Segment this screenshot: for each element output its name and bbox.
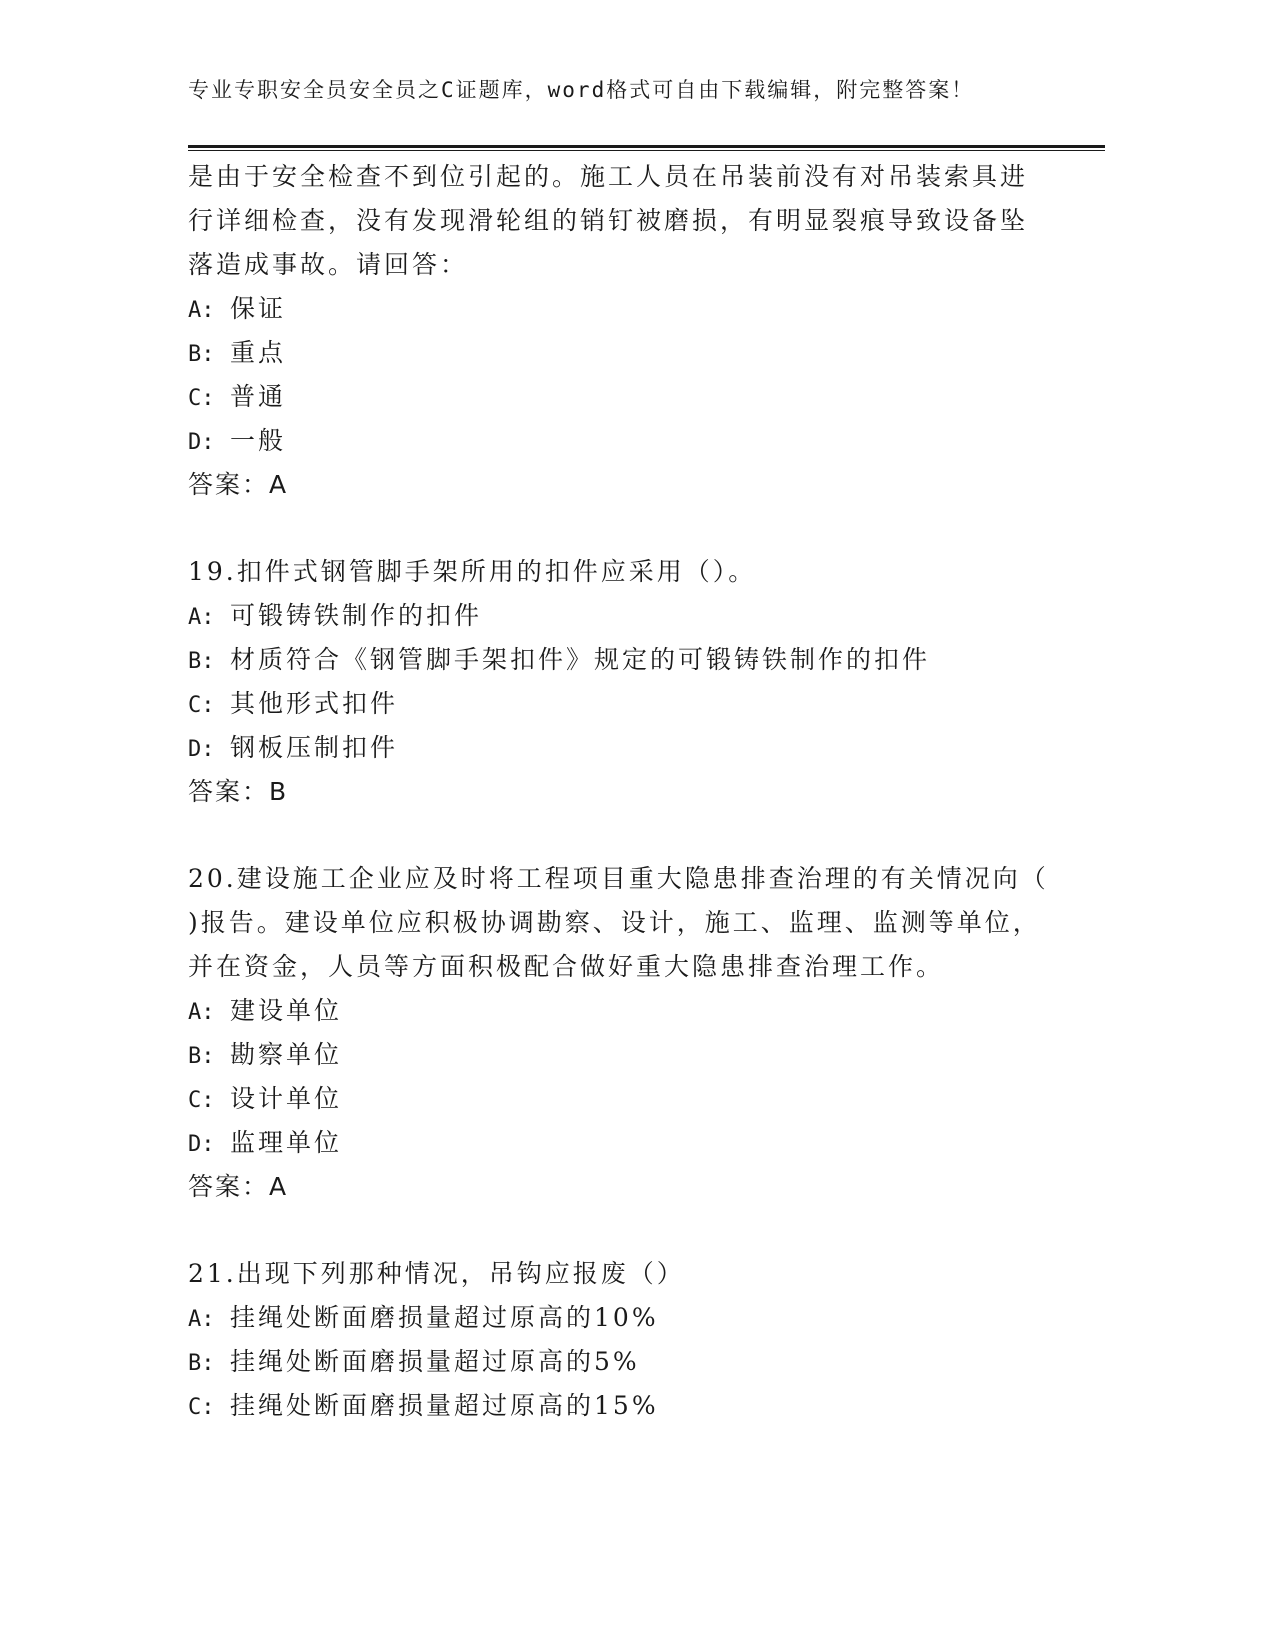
option-b <box>188 1033 1088 1077</box>
option-b <box>188 1340 1088 1384</box>
option-c <box>188 1384 1088 1428</box>
option-letter: A: <box>188 605 215 630</box>
option-a <box>188 287 1088 331</box>
question-content <box>188 155 1088 1428</box>
option-a <box>188 1296 1088 1340</box>
option-text: 一般 <box>230 426 287 455</box>
option-d <box>188 726 1088 770</box>
option-text: 建设单位 <box>230 996 343 1025</box>
option-text: 挂绳处断面磨损量超过原高的5% <box>230 1347 640 1376</box>
option-d <box>188 419 1088 463</box>
option-letter: A: <box>188 1307 215 1332</box>
option-c <box>188 1077 1088 1121</box>
option-text: 材质符合《钢管脚手架扣件》规定的可锻铸铁制作的扣件 <box>230 645 931 674</box>
option-letter: A: <box>188 298 215 323</box>
option-letter: D: <box>188 737 215 762</box>
option-text: 设计单位 <box>230 1084 343 1113</box>
option-text: 挂绳处断面磨损量超过原高的15% <box>230 1391 659 1420</box>
option-d <box>188 1121 1088 1165</box>
question-text-line: 19.扣件式钢管脚手架所用的扣件应采用（）。 <box>188 557 757 586</box>
option-b <box>188 331 1088 375</box>
option-text: 勘察单位 <box>230 1040 343 1069</box>
option-text: 监理单位 <box>230 1128 343 1157</box>
option-letter: B: <box>188 1351 215 1376</box>
option-text: 重点 <box>230 338 287 367</box>
header-rule-thick <box>188 145 1105 148</box>
option-letter: B: <box>188 1044 215 1069</box>
question-block <box>188 857 1088 1209</box>
option-c <box>188 682 1088 726</box>
option-letter: C: <box>188 693 215 718</box>
question-text-line: 是由于安全检查不到位引起的。施工人员在吊装前没有对吊装索具进 <box>188 162 1029 191</box>
question-text-line: )报告。建设单位应积极协调勘察、设计，施工、监理、监测等单位， <box>188 908 1041 937</box>
answer-label: 答案：A <box>188 1172 289 1201</box>
question-text-line: 21.出现下列那种情况，吊钩应报废（） <box>188 1259 685 1288</box>
header-rule-thin <box>188 150 1105 151</box>
question-block <box>188 1252 1088 1428</box>
option-letter: D: <box>188 1132 215 1157</box>
option-text: 挂绳处断面磨损量超过原高的10% <box>230 1303 659 1332</box>
option-letter: A: <box>188 1000 215 1025</box>
question-text-line: 20.建设施工企业应及时将工程项目重大隐患排查治理的有关情况向（ <box>188 864 1049 893</box>
option-letter: C: <box>188 1395 215 1420</box>
page-header: 专业专职安全员安全员之C证题库，word格式可自由下载编辑，附完整答案！ <box>188 78 975 102</box>
spacer <box>188 814 1088 857</box>
option-letter: B: <box>188 342 215 367</box>
question-block <box>188 155 1088 507</box>
option-a <box>188 594 1088 638</box>
question-block <box>188 550 1088 814</box>
option-text: 其他形式扣件 <box>230 689 399 718</box>
option-b <box>188 638 1088 682</box>
question-text-line: 并在资金，人员等方面积极配合做好重大隐患排查治理工作。 <box>188 952 945 981</box>
option-letter: B: <box>188 649 215 674</box>
option-letter: C: <box>188 1088 215 1113</box>
option-letter: C: <box>188 386 215 411</box>
spacer <box>188 507 1088 550</box>
option-letter: D: <box>188 430 215 455</box>
answer-label: 答案：A <box>188 470 289 499</box>
answer-label: 答案：B <box>188 777 289 806</box>
option-text: 钢板压制扣件 <box>230 733 399 762</box>
question-text-line: 行详细检查，没有发现滑轮组的销钉被磨损，有明显裂痕导致设备坠 <box>188 206 1029 235</box>
option-text: 保证 <box>230 294 287 323</box>
option-a <box>188 989 1088 1033</box>
spacer <box>188 1209 1088 1252</box>
option-text: 普通 <box>230 382 287 411</box>
option-text: 可锻铸铁制作的扣件 <box>230 601 483 630</box>
option-c <box>188 375 1088 419</box>
question-text-line: 落造成事故。请回答： <box>188 250 469 279</box>
